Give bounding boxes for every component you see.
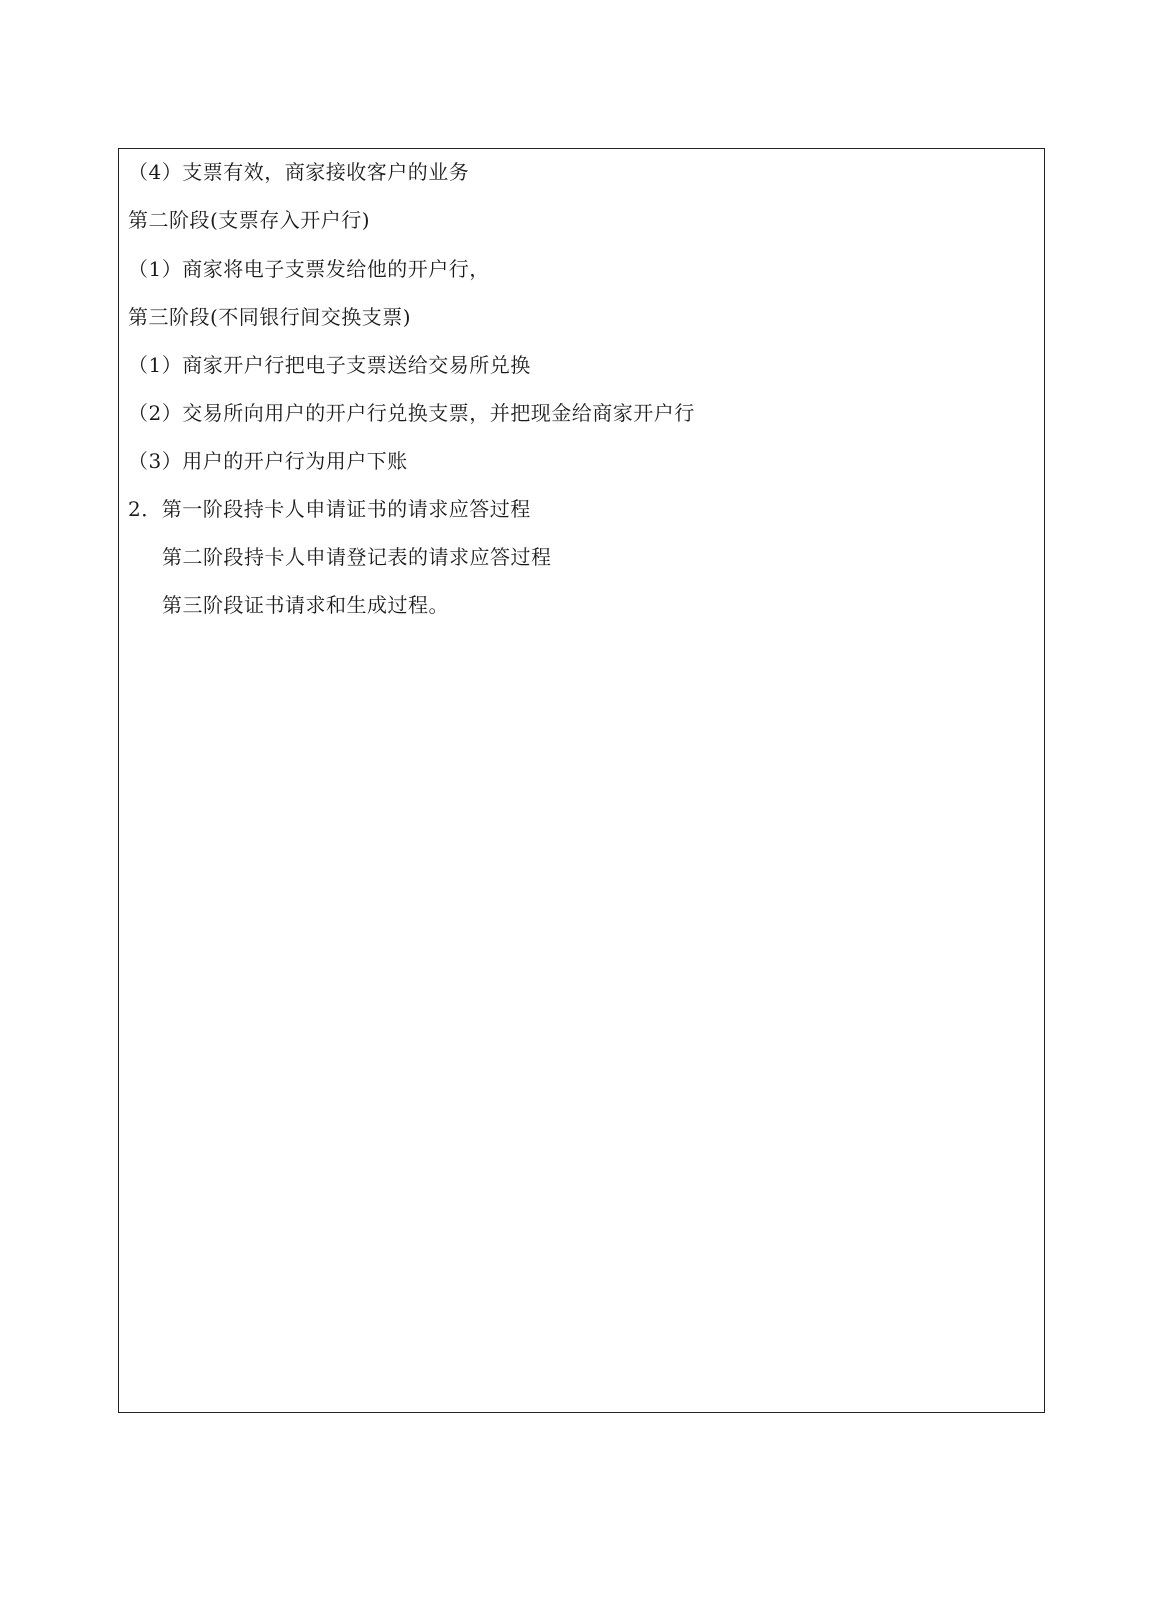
stage-2-step-1: （1）商家将电子支票发给他的开户行， [128,257,490,281]
answer-2-stage-2: 第二阶段持卡人申请登记表的请求应答过程 [162,545,552,569]
content-table-cell [118,148,1045,1413]
stage-3-step-1: （1）商家开户行把电子支票送给交易所兑换 [128,353,531,377]
stage-3-step-3: （3）用户的开户行为用户下账 [128,449,408,473]
answer-2-stage-1: 2．第一阶段持卡人申请证书的请求应答过程 [128,497,531,521]
stage-2-heading: 第二阶段(支票存入开户行) [128,208,371,232]
step-4-cheque-valid: （4）支票有效，商家接收客户的业务 [128,160,470,184]
answer-2-stage-3: 第三阶段证书请求和生成过程。 [162,593,449,617]
stage-3-step-2: （2）交易所向用户的开户行兑换支票，并把现金给商家开户行 [128,401,695,425]
stage-3-heading: 第三阶段(不同银行间交换支票) [128,305,412,329]
